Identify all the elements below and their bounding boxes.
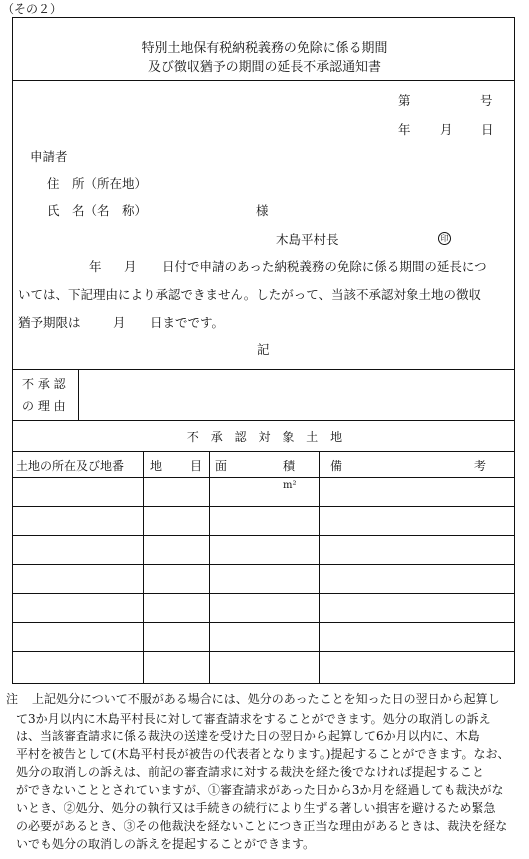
land-row-line-3 bbox=[12, 564, 515, 565]
honorific-sama: 様 bbox=[256, 203, 269, 218]
note-line-4: 平村を被告として(木島平村長が被告の代表者となります。)提起することができます。なお、 bbox=[16, 747, 510, 761]
divider-title bbox=[12, 80, 515, 81]
body-line-1: 日付で申請のあった納税義務の免除に係る期間の延長につ bbox=[162, 259, 487, 274]
note-line-8: の必要があるとき、③その他裁決を経ないことにつき正当な理由があるときは、裁決を経な bbox=[16, 819, 508, 833]
divider-reason-top bbox=[12, 369, 515, 370]
column-chimoku-2: 目 bbox=[190, 459, 203, 473]
page-label: （その２） bbox=[2, 2, 63, 16]
divider-reason-bottom bbox=[12, 420, 515, 421]
column-area-1: 面 bbox=[215, 459, 228, 473]
land-section-heading: 不 承 認 対 象 土 地 bbox=[186, 430, 343, 444]
land-row-line-6 bbox=[12, 651, 515, 652]
reason-divider-vertical bbox=[78, 369, 79, 420]
reason-label-line-1: 不 承 認 bbox=[22, 377, 66, 391]
column-location: 土地の所在及び地番 bbox=[16, 459, 125, 473]
column-line-2 bbox=[209, 451, 210, 684]
land-row-line-5 bbox=[12, 622, 515, 623]
body-line-3-month: 月 bbox=[113, 315, 126, 330]
note-line-5: 処分の取消しの訴えは、前記の審査請求に対する裁決を経た後でなければ提起すること bbox=[16, 765, 485, 779]
note-line-6: ができないこととされていますが、①審査請求があった日から3か月を経過しても裁決がな bbox=[16, 783, 504, 797]
date-month: 月 bbox=[440, 122, 453, 137]
land-row-line-2 bbox=[12, 535, 515, 536]
column-chimoku-1: 地 bbox=[150, 459, 163, 473]
seal-stamp: 印 bbox=[438, 232, 451, 245]
ki-marker: 記 bbox=[257, 342, 270, 357]
column-line-1 bbox=[143, 451, 144, 684]
land-row-line-4 bbox=[12, 593, 515, 594]
note-line-2: て3か月以内に木島平村長に対して審査請求をすることができます。処分の取消しの訴え bbox=[16, 712, 491, 726]
column-remarks-2: 考 bbox=[474, 459, 487, 473]
note-line-7: いとき、②処分、処分の執行又は手続きの続行により生ずる著しい損害を避けるため緊急 bbox=[16, 801, 496, 815]
name-label: 氏 名（名 称） bbox=[47, 203, 148, 218]
divider-land-columns bbox=[12, 477, 515, 478]
land-row-line-1 bbox=[12, 506, 515, 507]
body-line-3-prefix: 猶予期限は bbox=[18, 315, 81, 330]
date-year: 年 bbox=[398, 122, 411, 137]
note-lead: 注 bbox=[6, 692, 19, 706]
doc-number-go: 号 bbox=[480, 93, 493, 108]
doc-number-dai: 第 bbox=[398, 93, 411, 108]
note-line-1: 上記処分について不服がある場合には、処分のあったことを知った日の翌日から起算し bbox=[32, 692, 500, 706]
divider-land-heading bbox=[12, 451, 515, 452]
body-year: 年 bbox=[89, 259, 102, 274]
document-title-line-1: 特別土地保有税納税義務の免除に係る期間 bbox=[141, 41, 388, 56]
applicant-heading: 申請者 bbox=[30, 149, 68, 164]
date-day: 日 bbox=[481, 122, 494, 137]
issuer-name: 木島平村長 bbox=[276, 232, 339, 247]
body-line-3-suffix: 日までです。 bbox=[150, 315, 225, 330]
note-line-3: は、当該審査請求に係る裁決の送達を受けた日の翌日から起算して6か月以内に、木島 bbox=[16, 729, 480, 743]
column-area-2: 積 bbox=[283, 459, 296, 473]
body-month: 月 bbox=[124, 259, 137, 274]
body-line-2: いては、下記理由により承認できません。したがって、当該不承認対象土地の徴収 bbox=[18, 287, 482, 302]
address-label: 住 所（所在地） bbox=[47, 176, 148, 191]
reason-label-line-2: の 理 由 bbox=[22, 399, 66, 413]
note-line-9: いでも処分の取消しの訴えを提起することができます。 bbox=[16, 837, 316, 851]
area-unit: m² bbox=[283, 480, 297, 491]
column-remarks-1: 備 bbox=[330, 459, 343, 473]
column-line-3 bbox=[319, 451, 320, 684]
document-title-line-2: 及び徴収猶予の期間の延長不承認通知書 bbox=[148, 60, 381, 75]
